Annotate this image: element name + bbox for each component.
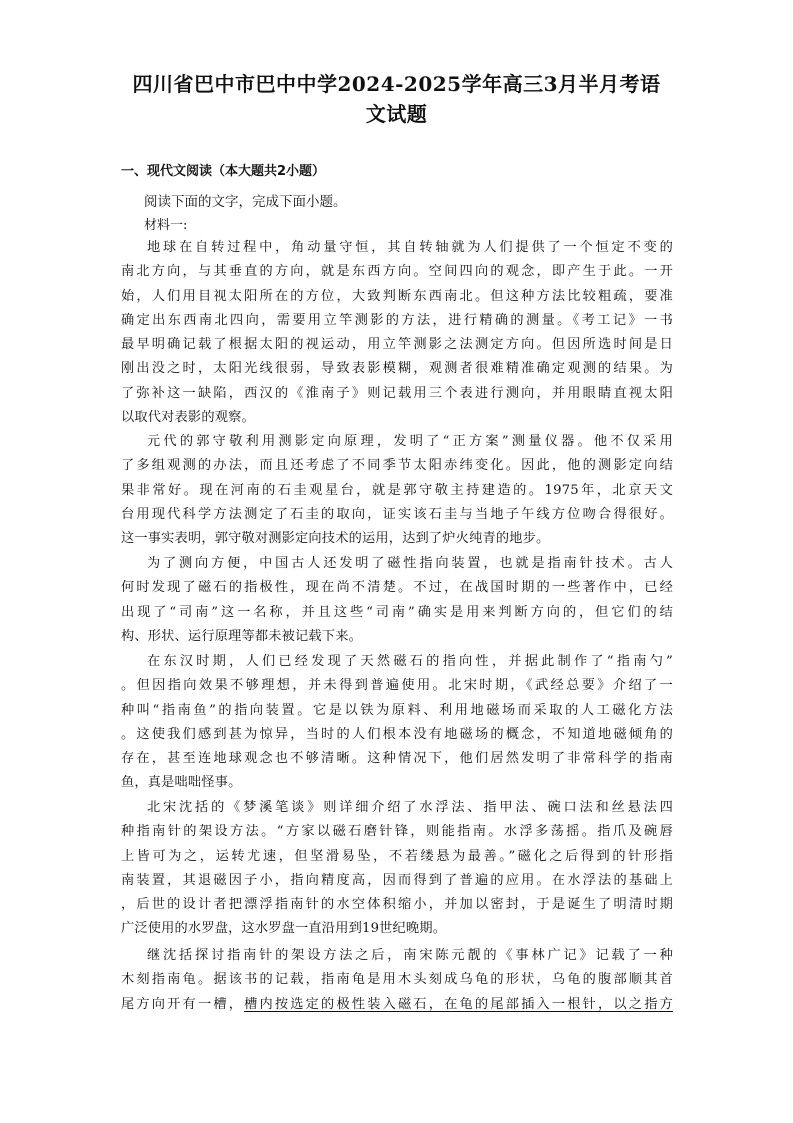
text-line: 地球在自转过程中，角动量守恒，其自转轴就为人们提供了一个恒定不变的 bbox=[147, 240, 673, 255]
document-title-line-2: 文试题 bbox=[365, 102, 428, 126]
text-line: 元代的郭守敬利用测影定向原理，发明了“正方案”测量仪器。他不仅采用 bbox=[147, 434, 673, 449]
text-line: 上皆可为之，运转尤速，但坚滑易坠，不若缕悬为最善。”磁化之后得到的针形指 bbox=[121, 848, 673, 864]
text-line: 南装置，其退磁因子小，指向精度高，因而得到了普遍的应用。在水浮法的基础上 bbox=[121, 872, 673, 888]
text-line: 果非常好。现在河南的石圭观星台，就是郭守敬主持建造的。1975年，北京天文 bbox=[121, 482, 673, 498]
text-line: 继沈括探讨指南针的架设方法之后，南宋陈元靓的《事林广记》记载了一种 bbox=[147, 948, 673, 963]
text-line: 了多组观测的办法，而且还考虑了不同季节太阳赤纬变化。因此，他的测影定向结 bbox=[121, 458, 673, 474]
text-line: 南北方向，与其垂直的方向，就是东西方向。空间四向的观念，即产生于此。一开 bbox=[121, 264, 673, 280]
text-line: 何时发现了磁石的指极性，现在尚不清楚。不过，在战国时期的一些著作中，已经 bbox=[121, 580, 673, 596]
text-line: 最早明确记载了根据太阳的视运动，用立竿测影之法测定方向。但因所选时间是日 bbox=[121, 337, 673, 353]
text-line: 种指南针的架设方法。“方家以磁石磨针锋，则能指南。水浮多荡摇。指爪及碗唇 bbox=[121, 824, 673, 840]
text-line: ，后世的设计者把漂浮指南针的水空体积缩小，并加以密封，于是诞生了明清时期 bbox=[121, 897, 673, 913]
paragraph-6 bbox=[121, 944, 673, 1017]
text-line: 存在，甚至连地球观念也不够清晰。这种情况下，他们居然发明了非常科学的指南 bbox=[121, 751, 673, 767]
text-line: 始，人们用目视太阳所在的方位，大致判断东西南北。但这种方法比较粗疏，要准 bbox=[121, 288, 673, 304]
text-line: 出现了“司南”这一名称，并且这些“司南”确实是用来判断方向的，但它们的结 bbox=[121, 604, 673, 620]
text-line: 确定出东西南北四向，需要用立竿测影的方法，进行精确的测量。《考工记》一书 bbox=[121, 312, 673, 328]
text-line: 木刻指南龟。据该书的记载，指南龟是用木头刻成乌龟的形状，乌龟的腹部顺其首 bbox=[121, 972, 673, 988]
text-line: 台用现代科学方法测定了石圭的取向，证实该石圭与当地子午线方位吻合得很好。 bbox=[121, 506, 673, 522]
paragraph-2 bbox=[121, 430, 673, 551]
text-line: 广泛使用的水罗盘，这水罗盘一直沿用到19世纪晚期。 bbox=[121, 921, 447, 937]
text-line: 北宋沈括的《梦溪笔谈》则详细介绍了水浮法、指甲法、碗口法和丝悬法四 bbox=[147, 800, 673, 815]
text-line: 鱼，真是咄咄怪事。 bbox=[121, 775, 242, 791]
text-line: 为了测向方便，中国古人还发明了磁性指向装置，也就是指南针技术。古人 bbox=[147, 556, 673, 571]
material-label: 材料一: bbox=[144, 218, 188, 233]
paragraph-5 bbox=[121, 796, 673, 942]
plain-segment: 尾方向开有一槽， bbox=[121, 996, 245, 1012]
paragraph-1 bbox=[121, 236, 673, 430]
text-line: 在东汉时期，人们已经发现了天然磁石的指向性，并据此制作了“指南勺” bbox=[147, 654, 673, 669]
section-heading: 一、现代文阅读（本大题共2小题） bbox=[121, 164, 326, 179]
paragraph-4 bbox=[121, 650, 673, 796]
text-line-with-underline bbox=[121, 993, 673, 1017]
paragraph-3 bbox=[121, 552, 673, 649]
text-line: 这一事实表明，郭守敬对测影定向技术的运用，达到了炉火纯青的地步。 bbox=[121, 531, 550, 547]
text-line: 以取代对表影的观察。 bbox=[121, 410, 255, 426]
underlined-segment: 槽内按选定的极性装入磁石，在龟的尾部插入一根针，以之指方 bbox=[244, 996, 673, 1012]
text-line: 。但因指向效果不够理想，并未得到普遍使用。北宋时期，《武经总要》介绍了一 bbox=[121, 678, 673, 694]
text-line: 了弥补这一缺陷，西汉的《淮南子》则记载用三个表进行测向，并用眼睛直视太阳 bbox=[121, 385, 673, 401]
reading-instruction: 阅读下面的文字，完成下面小题。 bbox=[144, 194, 347, 210]
text-line: 。这使我们感到甚为惊异，当时的人们根本没有地磁场的概念，不知道地磁倾角的 bbox=[121, 726, 673, 742]
text-line: 刚出没之时，太阳光线很弱，导致表影模糊，观测者很难精准确定观测的结果。为 bbox=[121, 361, 673, 377]
text-line: 种叫“指南鱼”的指向装置。它是以铁为原料、利用地磁场而采取的人工磁化方法 bbox=[121, 702, 673, 718]
document-title-line-1: 四川省巴中市巴中中学2024-2025学年高三3月半月考语 bbox=[132, 72, 661, 96]
text-line: 构、形状、运行原理等都未被记载下来。 bbox=[121, 628, 362, 644]
